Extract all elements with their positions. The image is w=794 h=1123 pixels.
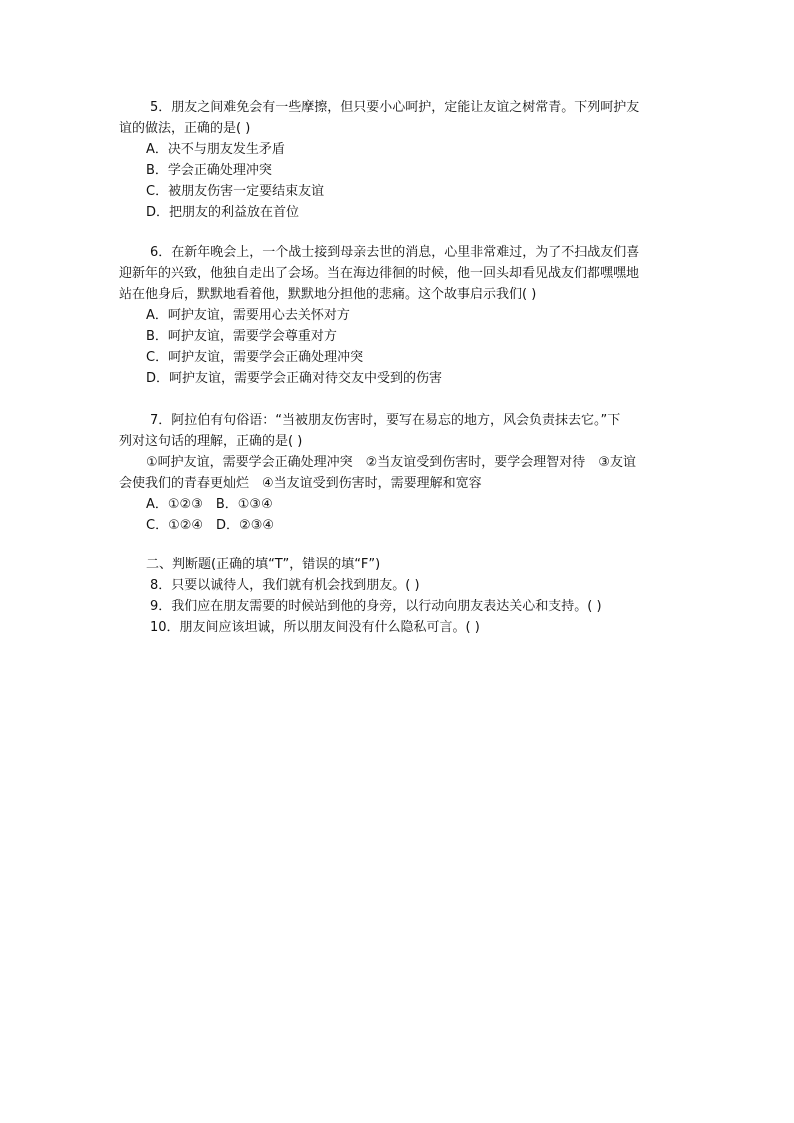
question-5 <box>119 97 686 223</box>
question-5-option-a: A．决不与朋友发生矛盾 <box>146 142 285 157</box>
question-6-option-b: B．呵护友谊，需要学会尊重对方 <box>146 329 337 344</box>
question-7-statements-line-2: 会使我们的青春更灿烂 ④当友谊受到伤害时，需要理解和宽容 <box>119 476 482 491</box>
question-7-statements-line-1: ①呵护友谊，需要学会正确处理冲突 ②当友谊受到伤害时，要学会理智对待 ③友谊 <box>146 455 636 470</box>
question-7-stem-line-1: 7．阿拉伯有句俗语：“当被朋友伤害时，要写在易忘的地方，风会负责抹去它。”下 <box>150 413 621 428</box>
question-6-stem-line-2: 迎新年的兴致，他独自走出了会场。当在海边徘徊的时候，他一回头却看见战友们都嘿嘿地 <box>119 266 640 281</box>
question-5-option-d: D．把朋友的利益放在首位 <box>146 205 300 220</box>
question-7 <box>119 410 686 536</box>
question-6-stem-line-3: 站在他身后，默默地看着他，默默地分担他的悲痛。这个故事启示我们( ) <box>119 287 537 302</box>
question-9: 9．我们应在朋友需要的时候站到他的身旁，以行动向朋友表达关心和支持。( ) <box>150 599 602 614</box>
question-5-stem-line-1: 5．朋友之间难免会有一些摩擦，但只要小心呵护，定能让友谊之树常青。下列呵护友 <box>150 100 640 115</box>
question-5-option-b: B．学会正确处理冲突 <box>146 163 272 178</box>
question-7-options-line-2: C．①②④ D．②③④ <box>146 518 275 533</box>
question-6 <box>119 242 686 389</box>
question-6-option-a: A．呵护友谊，需要用心去关怀对方 <box>146 308 350 323</box>
section-2-heading: 二、判断题(正确的填“T”，错误的填“F”) <box>146 557 381 572</box>
question-6-option-c: C．呵护友谊，需要学会正确处理冲突 <box>146 350 364 365</box>
question-8: 8．只要以诚待人，我们就有机会找到朋友。( ) <box>150 578 420 593</box>
question-5-stem-line-2: 谊的做法，正确的是( ) <box>119 121 251 136</box>
question-7-stem-line-2: 列对这句话的理解，正确的是( ) <box>119 434 303 449</box>
question-5-option-c: C．被朋友伤害一定要结束友谊 <box>146 184 325 199</box>
question-6-option-d: D．呵护友谊，需要学会正确对待交友中受到的伤害 <box>146 371 443 386</box>
question-7-options-line-1: A．①②③ B．①③④ <box>146 497 273 512</box>
question-6-stem-line-1: 6．在新年晚会上，一个战士接到母亲去世的消息，心里非常难过，为了不扫战友们喜 <box>150 245 640 260</box>
question-10: 10．朋友间应该坦诚，所以朋友间没有什么隐私可言。( ) <box>150 620 480 635</box>
section-2-true-false <box>146 554 686 638</box>
